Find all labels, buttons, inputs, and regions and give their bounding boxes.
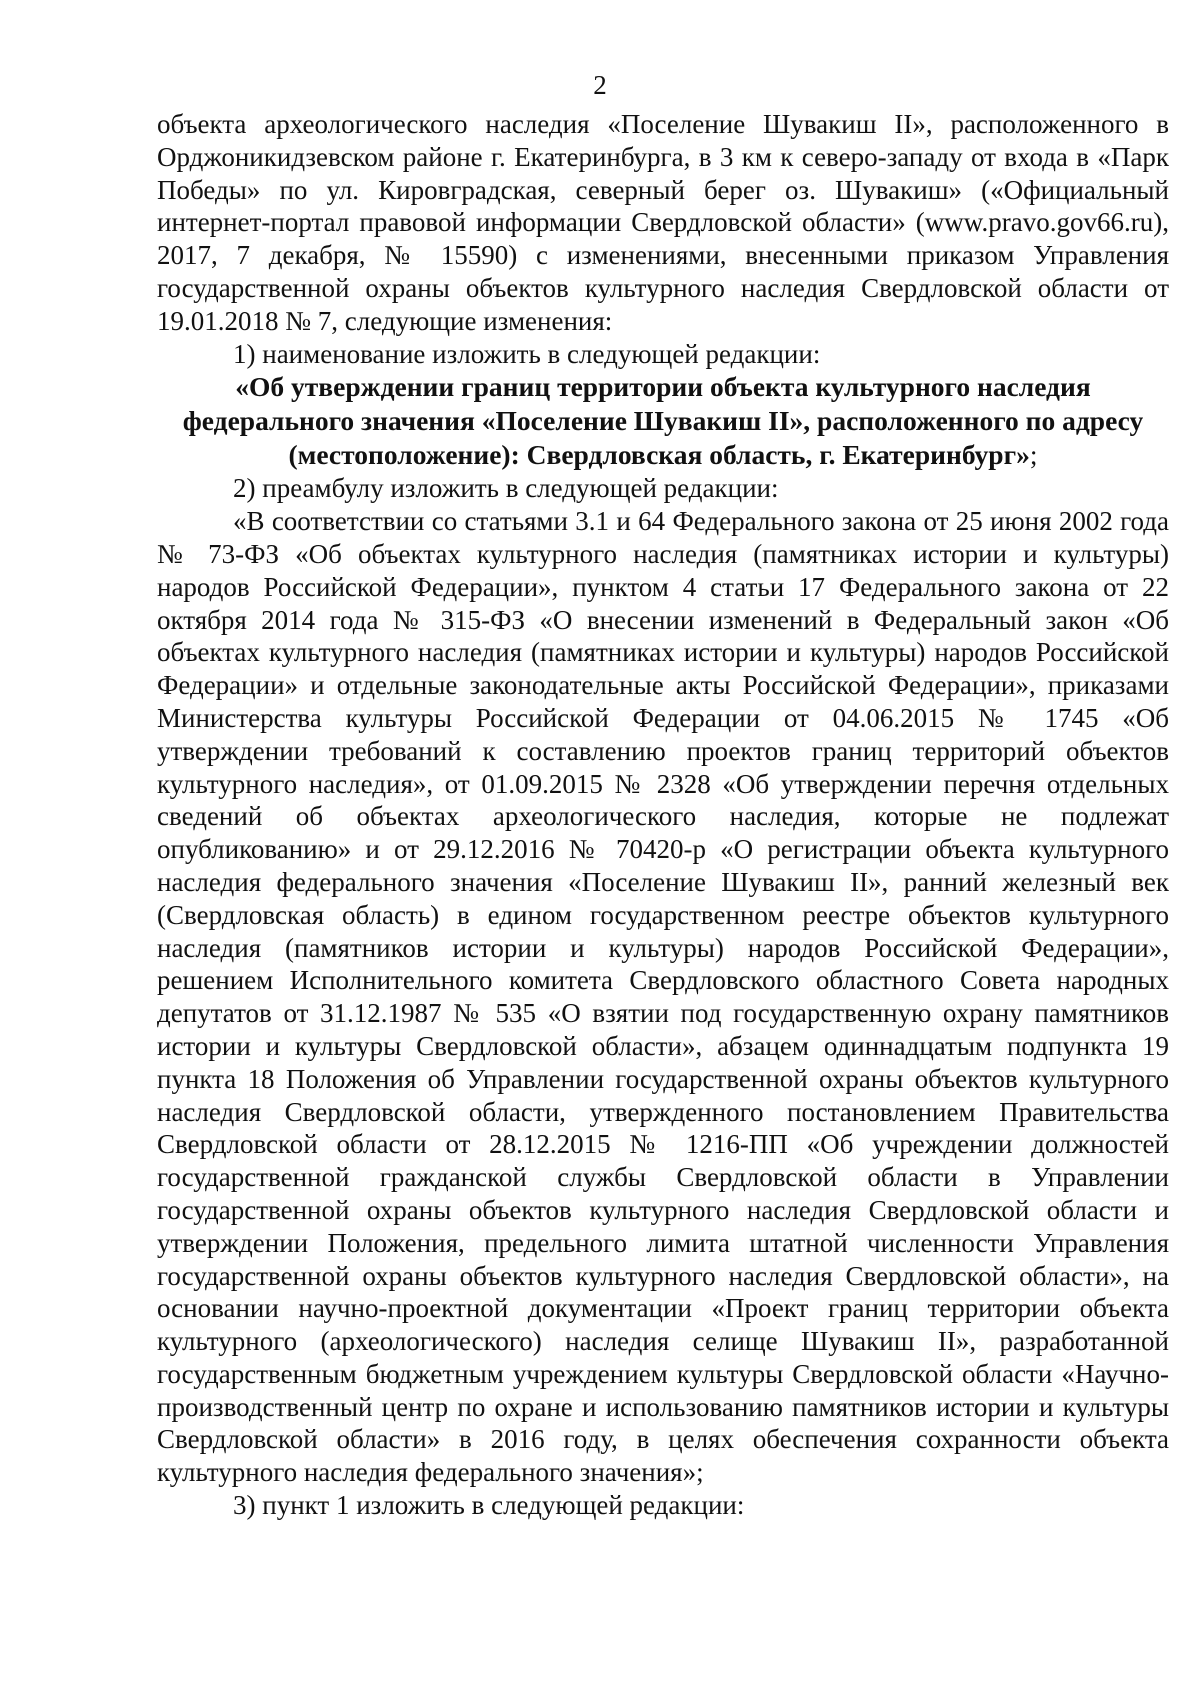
paragraph-item-2: 2) преамбулу изложить в следующей редакции:: [233, 473, 779, 504]
page-number: 2: [593, 70, 607, 100]
paragraph-intro: объекта археологического наследия «Поселение Шувакиш II», расположенного в Орджоникидзевском районе г. Екатеринбурга, в 3 км к северо-западу от входа в «Парк Победы» по ул. Кировградская, северный берег оз. Шувакиш» («Официальный интернет-портал правовой информации Свердловской области» (www.pravo.gov66.ru), 2017, 7 декабря, № 15590) с изменениями, внесенными приказом Управления государственной охраны объектов культурного наследия Свердловской области от 19.01.2018 № 7, следующие изменения:: [157, 109, 1169, 336]
paragraph-preamble: «В соответствии со статьями 3.1 и 64 Федерального закона от 25 июня 2002 года № 73-ФЗ «Об объектах культурного наследия (памятниках истории и культуры) народов Российской Федерации», пунктом 4 статьи 17 Федерального закона от 22 октября 2014 года № 315-ФЗ «О внесении изменений в Федеральный закон «Об объектах культурного наследия (памятниках истории и культуры) народов Российской Федерации» и отдельные законодательные акты Российской Федерации», приказами Министерства культуры Российской Федерации от 04.06.2015 № 1745 «Об утверждении требований к составлению проектов границ территорий объектов культурного наследия», от 01.09.2015 № 2328 «Об утверждении перечня отдельных сведений об объектах археологического наследия, которые не подлежат опубликованию» и от 29.12.2016 № 70420-р «О регистрации объекта культурного наследия федерального значения «Поселение Шувакиш II», ранний железный век (Свердловская область) в едином государственном реестре объектов культурного наследия (памятников истории и культуры) народов Российской Федерации», решением Исполнительного комитета Свердловского областного Совета народных депутатов от 31.12.1987 № 535 «О взятии под государственную охрану памятников истории и культуры Свердловской области», абзацем одиннадцатым подпункта 19 пункта 18 Положения об Управлении государственной охраны объектов культурного наследия Свердловской области, утвержденного постановлением Правительства Свердловской области от 28.12.2015 № 1216-ПП «Об учреждении должностей государственной гражданской службы Свердловской области в Управлении государственной охраны объектов культурного наследия Свердловской области и утверждении Положения, предельного лимита штатной численности Управления государственной охраны объектов культурного наследия Свердловской области», на основании научно-проектной документации «Проект границ территории объекта культурного (археологического) наследия селище Шувакиш II», разработанной государственным бюджетным учреждением культуры Свердловской области «Научно-производственный центр по охране и использованию памятников истории и культуры Свердловской области» в 2016 году, в целях обеспечения сохранности объекта культурного наследия федерального значения»;: [157, 506, 1169, 1488]
document-body: [157, 108, 1169, 1522]
new-title-semicolon: ;: [1029, 439, 1038, 471]
new-title-paragraph: [157, 370, 1169, 472]
paragraph-item-1: 1) наименование изложить в следующей редакции:: [233, 338, 821, 369]
new-title-text: «Об утверждении границ территории объекта культурного наследия федерального значения «Поселение Шувакиш II», расположенного по адресу (местоположение): Свердловская область, г. Екатеринбург»: [182, 371, 1144, 471]
paragraph-item-3: 3) пункт 1 изложить в следующей редакции:: [233, 1490, 745, 1521]
